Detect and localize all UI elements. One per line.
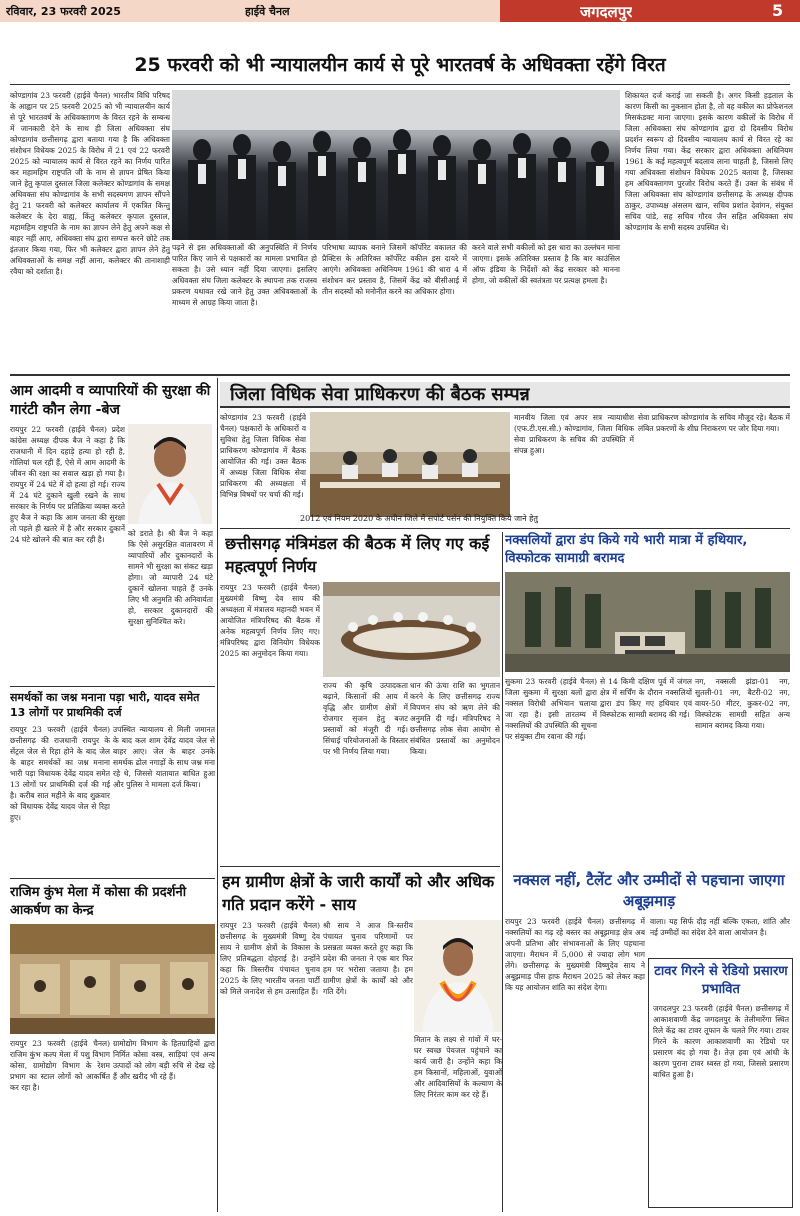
cabinet-col-3: धान की ऊंचा राशि का भुगतान करने के लिए छत्तीसगढ़ राज्य विपणन संघ को ऋण लेने की अनुमति दी गई। मंत्रिपरिषद ने छत्तीसगढ़ लोक सेवा आयोग से संबंधित प्रस्तावों का अनुमोदन किया।: [410, 681, 500, 756]
page-header: [0, 0, 800, 22]
abujhmad-headline: नक्सल नहीं, टैलेंट और उम्मीदों से पहचाना जाएगा अबूझमाड़: [513, 871, 785, 910]
left-story2-col-1: रायपुर 23 फरवरी (हाईवे चैनल) छत्तीसगढ़ की राजधानी रायपुर के सेंट्रल जेल से रिहा होने के बाद जेल के बाहर समर्थकों का जश्न मनाना भारी पड़ा विधायक देवेंद्र यादव समेत 13 लोगों पर प्राथमिकी दर्ज की गई है। करीब सात महीने के बाद शुक्रवार को विधायक देवेंद्र यादव जेल से रिहा हुए।: [10, 725, 110, 822]
top-col-2: पढ़ने से इस अधिवक्ताओं की अनुपस्थिति में निर्णय पारित किए जाने से पक्षकारों का मामला प्रभावित हो सकता है। उसे ध्यान नहीं दिया जाएगा। इसलिए अधिवक्ता संघ जिला कलेक्टर के स्थापना तक राजस्व प्रकरण यथावत रखे जाने हेतु उक्त अधिवक्ताओं के माध्यम से आग्रह किया जाता है।: [172, 243, 317, 307]
left-story2-col-2: उपस्थित न्यायालय से मिली जमानत के बाद कल शाम देवेंद्र यादव जेल से बाहर आए। जेल के बाहर उनके समर्थक ढोल नगाड़ों के साथ जश्न मना रहे थे, जिससे यातायात बाधित हुआ और पुलिस ने मामला दर्ज किया।: [113, 725, 215, 789]
header-right-bar: [500, 0, 800, 22]
top-col-5: शिकायत दर्ज कराई जा सकती है। अगर किसी हड़ताल के कारण किसी का नुकसान होता है, तो वह वकील का प्रोफेशनल मिसकंडक्ट माना जाएगा। इसके कारण वकीलों के विरोध में जिला अधिवक्ता संघ कोण्डागांव द्वारा दो दिवसीय विरोध प्रदर्शन स्वरूप दो दिवसीय न्यायालय कार्य से विरत रहे का निर्णय लिया गया। केंद्र सरकार द्वारा अधिवक्ता अधिनियम 1961 के कई महत्वपूर्ण बदलाव लाना चाहती है, जिससे लिए गया अधिवक्ता संशोधन विधेयक 2025 बताया है, जिसका हम अधिवक्तागण पुरजोर विरोध करते हैं। उक्त के संबंध में जिला अधिवक्ता संघ कोण्डागांव छत्तीसगढ़ के अध्यक्ष दीपक ठाकुर, उपाध्यक्ष अंसलम खान, सचिव प्रशांत देवांगन, संयुक्त सचिव पांडे, सह सचिव गौरव जैन सहित अधिवक्ता संघ कोण्डागांव के सभी सदस्य उपस्थित थे।: [625, 91, 793, 232]
kosa-col-1: रायपुर 23 फरवरी (हाईवे चैनल) राजिम कुंभ कल्प मेला में पशु विभाग कोसा, ग्रामोद्योग विभाग के रेशम प्रभाग का स्टाल लोगों को आकर्षित कर रहा है।: [10, 1039, 110, 1092]
left-story2-headline: समर्थकों का जश्न मनाना पड़ा भारी, यादव समेत 13 लोगों पर प्राथमिकी दर्ज: [10, 691, 200, 719]
cabinet-meeting-photo: [323, 582, 500, 677]
cabinet-headline: छत्तीसगढ़ मंत्रिमंडल की बैठक में लिए गए कई महत्वपूर्ण निर्णय: [225, 534, 490, 576]
recovered-arms-photo: [505, 572, 790, 672]
header-city: जगदलपुर: [580, 3, 633, 21]
top-col-4: करने वाले सभी वकीलों को इस धारा का उल्लंघन माना जाएगा। इसके अतिरिक्त प्रस्ताव है कि बार काउंसिल ऑफ इंडिया के निर्देशों को केंद्र सरकार को मानना होगा, जो वकीलों की स्वतंत्रता पर प्रत्यक्ष हमला है।: [472, 243, 620, 285]
divider: [10, 878, 215, 879]
naxal-arms-col-2: से 14 किमी दक्षिण पूर्व में जंगल क्षेत्र में सर्चिंग के दौरान नक्सलियों द्वारा डंप किए गए हथियार एवं विस्फोटक सामग्री बरामद की गई।: [600, 677, 692, 719]
divider: [217, 378, 218, 1212]
naxal-arms-headline: नक्सलियों द्वारा डंप किये गये भारी मात्रा में हथियार, विस्फोटक सामाग्री बरामद: [505, 533, 748, 566]
divider: [10, 374, 790, 376]
legal-services-col-3: सेवा प्राधिकरण कोण्डागांव के सचिव मौजूद रहे। बैठक में लंबित प्रकरणों के शीघ्र निराकरण पर जोर दिया गया।: [638, 413, 790, 433]
top-col-1: कोण्डागांव 23 फरवरी (हाईवे चैनल) भारतीय विधि परिषद के आह्वान पर 25 फरवरी 2025 को भी न्यायालयीन कार्य से पूरे भारतवर्ष के अधिवक्तागण के विरत रहने के सम्बन्ध में जानकारी देने के साथ ही जिला अधिवक्ता संघ कोण्डागांव छत्तीसगढ़ द्वारा बताया गया है कि अधिवक्ता संशोधन विधेयक 2025 के विरोध में 21 एवं 22 फरवरी 2025 को न्यायालय कार्य से विरत रहने का निर्णय पारित कर महामहिम राष्ट्रपति जी के नाम से ज्ञापन प्रेषित किया जाने हेतु कृपाल दुस्ताल जिला कलेक्टर कोण्डागांव के समक्ष अधिवक्ता संघ कोण्डागांव के सभी सदस्यगण ज्ञापन सौंपने हेतु 21 फरवरी को कलेक्टर कार्यालय में एकत्रित किन्तु कलेक्टर के देरा वाह्य, किंतु कलेक्टर कृपाल दुस्ताल, महामहिम राष्ट्रपति के नाम का ज्ञापन लेने हेतु अपने कक्ष से बाहर नहीं आए, अधिवक्ता संघ द्वारा सम्पत्त करने छोटे तक इंतजार किया गया, फिर भी कलेक्टर द्वारा ज्ञापन लेने हेतु अधिवक्ताओं के समक्ष नहीं आना, कलेक्टर की तानाशाही रवैया को दर्शाता है।: [10, 91, 170, 276]
kosa-exhibition-photo: [10, 924, 215, 1034]
legal-services-banner: [220, 382, 790, 408]
header-page-number: 5: [772, 1, 784, 20]
legal-services-headline: जिला विधिक सेवा प्राधिकरण की बैठक सम्पन्न: [230, 384, 530, 405]
abujhmad-col-2: वाला। यह सिर्फ दौड़ नहीं बल्कि एकता, शांति और नई उम्मीदों का संदेश देने वाला आयोजन है।: [650, 917, 790, 937]
header-paper-name: हाईवे चैनल: [245, 5, 290, 18]
legal-services-col-2: मानवीय जिला एवं अपर सत्र न्यायाधीश (एफ.टी.एस.सी.) कोण्डागांव, जिला विधिक सेवा प्राधिकरण के सचिव की उपस्थिति में संपन्न हुआ।: [514, 413, 634, 455]
kosa-col-2: ग्रामोद्योग विभाग के हितग्राहियों द्वारा निर्मित कोसा वस्त्र, साड़ियां एवं अन्य उत्पादों को लोग बड़ी रुचि से देख रहे हैं और खरीद भी रहे हैं।: [113, 1039, 215, 1081]
rural-col-2: श्री साय ने आज त्रि-स्तरीय पंचायत चुनाव परिणामों पर प्रसन्नता व्यक्त करते हुए कहा कि प्रदेश की जनता ने एक बार फिर हम पर भरोसा जताया है। हम ग्रामीण क्षेत्रों के कार्यों को और गति देंगे।: [323, 921, 413, 996]
divider: [502, 532, 503, 1212]
legal-services-col-1: कोण्डागांव 23 फरवरी (हाईवे चैनल) पक्षकारों के अधिकारों व सुविधा हेतु जिला विधिक सेवा प्राधिकरण कोण्डागांव में बैठक आयोजित की गई। उक्त बैठक में अध्यक्ष जिला विधिक सेवा प्राधिकरण की अध्यक्षता में विभिन्न विषयों पर चर्चा की गई।: [220, 413, 306, 499]
rural-col-1: रायपुर 23 फरवरी (हाईवे चैनल) छत्तीसगढ़ के मुख्यमंत्री विष्णु देव साय ने ग्रामीण क्षेत्रों के विकास के लिए प्रतिबद्धता दोहराई है। उन्होंने कहा कि त्रिस्तरीय पंचायत चुनाव 2025 के लिए भारतीय जनता पार्टी को मिले जनादेश से हम उत्साहित हैं।: [220, 921, 320, 996]
divider: [220, 866, 500, 867]
divider: [220, 528, 790, 529]
legal-services-caption: 2012 एवं नियम 2020 के अधीन जिले में सपोर्ट पर्सन की नियुक्ति किये जाने हेतु: [300, 514, 538, 523]
advocates-group-photo: [172, 90, 620, 240]
abujhmad-col-1: रायपुर 23 फरवरी (हाईवे चैनल) छत्तीसगढ़ में नक्सलियों का गढ़ रहे बस्तर का अबूझमाड़ क्षेत्र अब अपनी प्रतिभा और संभावनाओं के लिए पहचाना जाएगा। मैराथन में 5,000 से ज्यादा लोग भाग लेंगे। छत्तीसगढ़ के मुख्यमंत्री विष्णुदेव साय ने अबूझमाड़ पीस हाफ मैराथन 2025 को लेकर कहा कि यह आयोजन शांति का संदेश देगा।: [505, 917, 645, 992]
naxal-arms-col-3: नग, नक्सली झंडा-01 नग, सुतली-01 नग, बैटरी-02 नग, वायर-50 मीटर, कुकर-02 नग, विस्फोटक सामग्री सहित अन्य सामान बरामद किया गया।: [695, 677, 790, 730]
header-left-bar: [0, 0, 500, 22]
chief-minister-portrait: [414, 920, 502, 1032]
rural-headline: हम ग्रामीण क्षेत्रों के जारी कार्यों को और अधिक गति प्रदान करेंगे - साय: [222, 872, 495, 914]
left-story-col-1: रायपुर 22 फरवरी (हाईवे चैनल) प्रदेश कांग्रेस अध्यक्ष दीपक बैज ने कहा है कि राजधानी में दिन दहाड़े हत्या हो रही है, गोलियां चल रही हैं, ऐसे में आम आदमी के जीवन की रक्षा का सवाल खड़ा हो गया है। रायपुर में 24 घंटे में दो हत्या हो गई। राज्य में 24 घंटे दुकाने खुली रखने के साथ सरकार के निर्णय पर प्रतिक्रिया व्यक्त करते हुए बैज ने कहा कि आम जनता की सुरक्षा तो पहले ही खतरे में है और सरकार दुकानें 24 घंटे खोलने की बात कर रही है।: [10, 425, 125, 544]
radio-tower-box: [648, 958, 793, 1208]
left-story-headline: आम आदमी व व्यापारियों की सुरक्षा की गारंटी कौन लेगा -बेज: [10, 383, 211, 418]
cabinet-col-1: रायपुर 23 फरवरी (हाईवे चैनल) मुख्यमंत्री विष्णु देव साय की अध्यक्षता में मंत्रालय महानदी भवन में आयोजित मंत्रिपरिषद की बैठक में अनेक महत्वपूर्ण निर्णय लिए गए। मंत्रिपरिषद द्वारा विनियोग विधेयक 2025 का अनुमोदन किया गया।: [220, 583, 320, 658]
rural-col-3: मितान के लक्ष्य से गांवों में घर-घर स्वच्छ पेयजल पहुंचाने का कार्य जारी है। उन्होंने कहा कि हम किसानों, महिलाओं, युवाओं और आदिवासियों के कल्याण के लिए निरंतर काम कर रहे हैं।: [414, 1035, 502, 1099]
top-headline: 25 फरवरी को भी न्यायालयीन कार्य से पूरे भारतवर्ष के अधिवक्ता रहेंगे विरत: [134, 54, 666, 76]
radio-tower-headline: टावर गिरने से रेडियो प्रसारण प्रभावित: [654, 964, 788, 997]
naxal-arms-col-1: सुकमा 23 फरवरी (हाईवे चैनल) जिला सुकमा में सुरक्षा बलों द्वारा नक्सल विरोधी अभियान चलाया जा रहा है। इसी तारतम्य में नक्सलियों की उपस्थिति की सूचना पर संयुक्त टीम रवाना की गई।: [505, 677, 597, 741]
header-date: रविवार, 23 फरवरी 2025: [6, 5, 121, 18]
left-story3-headline: राजिम कुंभ मेला में कोसा की प्रदर्शनी आकर्षण का केन्द्र: [10, 885, 187, 918]
divider: [10, 84, 790, 85]
legal-meeting-photo: [310, 412, 510, 517]
divider: [10, 686, 215, 687]
left-story-col-2: को डराते है। श्री बैज ने कहा कि ऐसे असुरक्षित वातावरण में व्यापारियों और दुकानदारों के सामने भी सुरक्षा का संकट खड़ा होगा। जो व्यापारी 24 घंटे दुकानें खोलना चाहते हैं उनके लिए भी अनुमति की अनिवार्यता हो, सरकार दुकानदारों की सुरक्षा सुनिश्चित करे।: [128, 529, 213, 626]
deepak-baij-portrait: [128, 424, 212, 524]
top-col-3: परिभाषा व्यापक बनाने जिसमें कॉर्पोरेट वकालत की प्रैक्टिस के अतिरिक्त कॉर्पोरेट वकील इस दायरे में आएंगे। अधिवक्ता अधिनियम 1961 की धारा 4 में संशोधन कर प्रस्ताव है, जिसमें केंद्र को बीसीआई में तीन सदस्यों को मनोनीत करने का अधिकार होगा।: [322, 243, 467, 296]
radio-tower-col-1: जगदलपुर 23 फरवरी (हाईवे चैनल) छत्तीसगढ़ में आकाशवाणी केंद्र जगदलपुर के तेलीमारेंगा स्थित रिले केंद्र का टावर तूफान के चलते गिर गया। टावर गिरने के कारण आकाशवाणी का रेडियो पर प्रसारण बंद हो गया है। तेज़ हवा एवं आंधी के कारण पुराना टावर ध्वस्त हो गया, जिससे प्रसारण बाधित हुआ है।: [653, 1004, 789, 1079]
cabinet-col-2: राज्य की कृषि उत्पादकता बढ़ाने, किसानों की आय में वृद्धि और ग्रामीण क्षेत्रों में रोजगार सृजन हेतु बजट प्रस्तावों को मंजूरी दी गई। सिंचाई परियोजनाओं के विस्तार पर भी निर्णय लिया गया।: [323, 681, 408, 756]
